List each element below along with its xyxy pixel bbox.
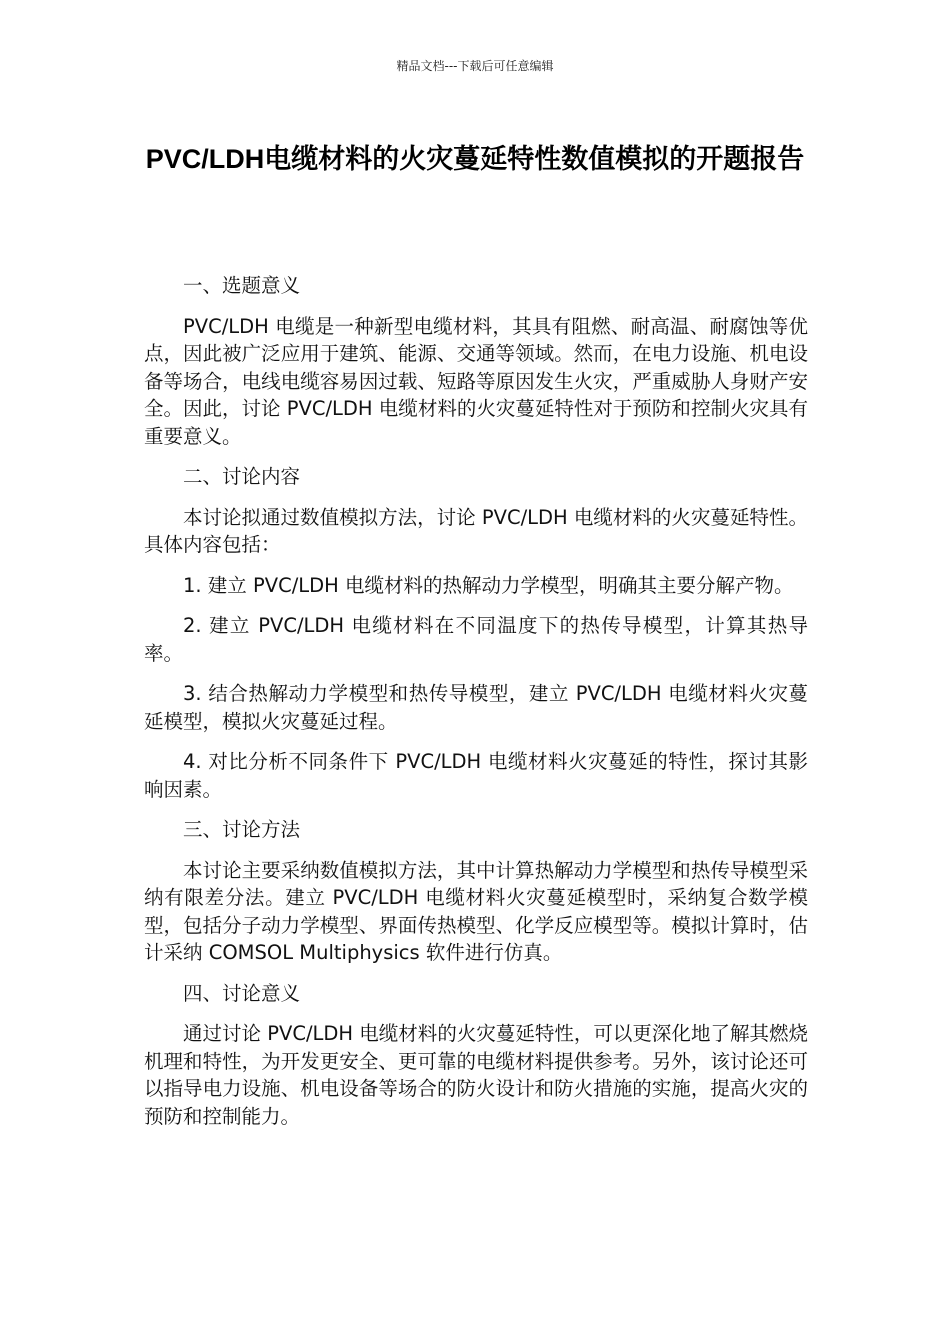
list-item: 2. 建立 PVC/LDH 电缆材料在不同温度下的热传导模型，计算其热导率。 <box>144 614 808 665</box>
paragraph: PVC/LDH 电缆是一种新型电缆材料，其具有阻燃、耐高温、耐腐蚀等优点，因此被广泛应用于建筑、能源、交通等领域。然而，在电力设施、机电设备等场合，电线电缆容易因过载、短路等原因发生火灾，严重威胁人身财产安全。因此，讨论 PVC/LDH 电缆材料的火灾蔓延特性对于预防和控制火灾具有重要意义。 <box>144 314 808 448</box>
paragraph: 通过讨论 PVC/LDH 电缆材料的火灾蔓延特性，可以更深化地了解其燃烧机理和特性，为开发更安全、更可靠的电缆材料提供参考。另外，该讨论还可以指导电力设施、机电设备等场合的防火设计和防火措施的实施，提高火灾的预防和控制能力。 <box>144 1022 808 1128</box>
list-item: 1. 建立 PVC/LDH 电缆材料的热解动力学模型，明确其主要分解产物。 <box>183 573 794 597</box>
section-heading-meaning: 四、讨论意义 <box>183 981 301 1005</box>
paragraph: 本讨论拟通过数值模拟方法，讨论 PVC/LDH 电缆材料的火灾蔓延特性。具体内容包括： <box>144 505 808 556</box>
document-body <box>144 272 808 1143</box>
section-heading-method: 三、讨论方法 <box>183 818 301 841</box>
paragraph: 本讨论主要采纳数值模拟方法，其中计算热解动力学模型和热传导模型采纳有限差分法。建立 PVC/LDH 电缆材料火灾蔓延模型时，采纳复合数学模型，包括分子动力学模型、界面传热模型、化学反应模型等。模拟计算时，估计采纳 COMSOL Multiphysics 软件进行仿真。 <box>144 858 808 964</box>
section-heading-content: 二、讨论内容 <box>183 465 301 488</box>
header-note: 精品文档---下载后可任意编辑 <box>396 59 554 73</box>
section-heading-significance: 一、选题意义 <box>183 274 301 297</box>
list-item: 3. 结合热解动力学模型和热传导模型，建立 PVC/LDH 电缆材料火灾蔓延模型，模拟火灾蔓延过程。 <box>144 682 808 733</box>
document-title: PVC/LDH电缆材料的火灾蔓延特性数值模拟的开题报告 <box>145 144 805 174</box>
list-item: 4. 对比分析不同条件下 PVC/LDH 电缆材料火灾蔓延的特性，探讨其影响因素。 <box>144 750 808 801</box>
